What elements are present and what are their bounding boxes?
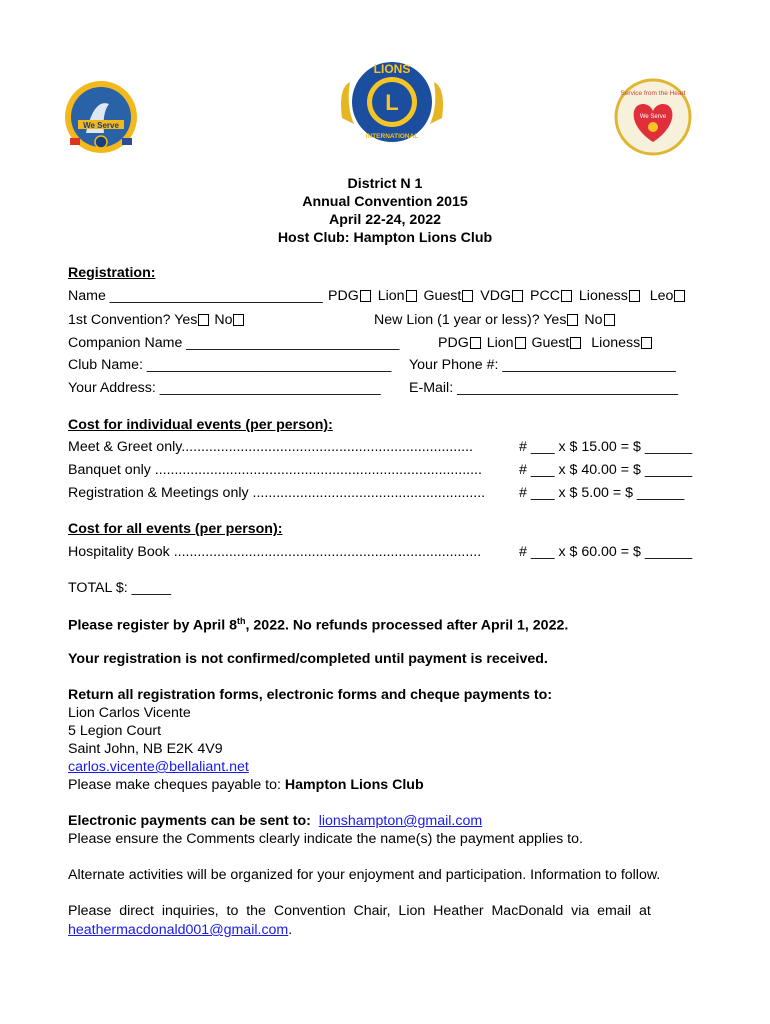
header-district: District N 1 [347,176,423,192]
address-field[interactable]: Your Address: ____________________________ [68,380,381,396]
electronic-payment-line [68,813,482,829]
registration-heading: Registration: [68,265,156,281]
deadline-sup: th [237,616,246,626]
first-convention-row [68,312,244,328]
header-host-club: Host Club: Hampton Lions Club [277,230,493,246]
type-vdg-checkbox[interactable] [512,290,523,302]
companion-name-field[interactable]: Companion Name ___________________________ [68,335,400,351]
companion-type-row [438,335,652,351]
electronic-note: Please ensure the Comments clearly indicate the name(s) the payment applies to. [68,831,583,847]
service-heart-text: We Serve [639,114,667,120]
header-convention: Annual Convention 2015 [302,194,468,210]
first-convention-yes-label: 1st Convention? Yes [68,312,198,328]
return-heading: Return all registration forms, electronic forms and cheque payments to: [68,687,553,703]
companion-guest-checkbox[interactable] [570,337,581,349]
cost-row-leader: ................................................................................... [154,462,482,478]
inquiries-email-link[interactable]: heathermacdonald001@gmail.com [68,922,289,938]
companion-lioness-label: Lioness [591,335,641,351]
name-field[interactable]: Name ___________________________ [68,288,323,304]
cheque-payable-label: Please make cheques payable to: [68,777,285,793]
new-lion-yes-label: New Lion (1 year or less)? Yes [374,312,567,328]
cost-row-leader: .............................................................................. [173,544,482,560]
header-dates: April 22-24, 2022 [329,212,441,228]
service-top-text: Service from the Heart [620,90,686,97]
companion-lioness-checkbox[interactable] [641,337,652,349]
first-convention-no-label: No [214,312,233,328]
cheque-payee: Hampton Lions Club [284,777,424,793]
total-field[interactable]: TOTAL $: _____ [68,580,172,596]
companion-lion-checkbox[interactable] [515,337,526,349]
return-street: 5 Legion Court [68,723,162,739]
inquiries-email-line [68,922,292,938]
district-logo-text: We Serve [83,121,119,130]
cost-row-label: Registration & Meetings only [68,485,249,501]
electronic-heading: Electronic payments can be sent to: [68,813,319,829]
cost-row-calc-hospitality[interactable]: # ___ x $ 60.00 = $ ______ [519,544,693,560]
cost-row-meet-greet [68,439,473,455]
lions-bottom-text: INTERNATIONAL [365,133,419,140]
return-city: Saint John, NB E2K 4V9 [68,741,223,757]
electronic-email-link[interactable]: lionshampton@gmail.com [318,813,483,829]
new-lion-no-label: No [584,312,603,328]
new-lion-row [374,312,615,328]
return-email-link[interactable]: carlos.vicente@bellaliant.net [68,759,249,775]
type-guest-label: Guest [423,288,462,304]
new-lion-no-checkbox[interactable] [604,314,615,326]
type-lion-checkbox[interactable] [406,290,417,302]
all-events-heading: Cost for all events (per person): [68,521,283,537]
type-lioness-checkbox[interactable] [629,290,640,302]
cost-row-registration [68,485,516,501]
companion-pdg-label: PDG [438,335,469,351]
district-logo [64,78,138,156]
lions-top-text: LIONS [373,62,411,76]
member-type-row [328,288,685,304]
first-convention-no-checkbox[interactable] [233,314,244,326]
type-pdg-label: PDG [328,288,359,304]
lions-international-logo [336,48,448,156]
type-vdg-label: VDG [480,288,512,304]
companion-lion-label: Lion [486,335,514,351]
type-pcc-label: PCC [530,288,560,304]
cheque-payable-line [68,777,424,793]
email-field[interactable]: E-Mail: ____________________________ [409,380,679,396]
deadline-notice [68,616,568,634]
type-guest-checkbox[interactable] [462,290,473,302]
cost-row-label: Banquet only [68,462,151,478]
cost-row-banquet [68,462,516,478]
club-name-field[interactable]: Club Name: _______________________________ [68,357,392,373]
cost-row-calc-meet-greet[interactable]: # ___ x $ 15.00 = $ ______ [519,439,693,455]
cost-row-label: Hospitality Book [68,544,170,560]
companion-guest-label: Guest [531,335,570,351]
confirmation-notice: Your registration is not confirmed/completed until payment is received. [68,651,548,667]
cost-row-hospitality [68,544,516,560]
first-convention-yes-checkbox[interactable] [198,314,209,326]
deadline-post: , 2022. No refunds processed after April 1, 2022. [245,617,569,634]
new-lion-yes-checkbox[interactable] [567,314,578,326]
type-lion-label: Lion [377,288,405,304]
cost-row-leader: .......................................................................... [181,439,473,455]
phone-field[interactable]: Your Phone #: ______________________ [409,357,676,373]
return-name: Lion Carlos Vicente [68,705,191,721]
type-leo-label: Leo [649,288,674,304]
cost-row-calc-registration[interactable]: # ___ x $ 5.00 = $ ______ [519,485,685,501]
individual-heading: Cost for individual events (per person): [68,417,333,433]
type-pcc-checkbox[interactable] [561,290,572,302]
cost-row-calc-banquet[interactable]: # ___ x $ 40.00 = $ ______ [519,462,693,478]
companion-pdg-checkbox[interactable] [470,337,481,349]
inquiries-line: Please direct inquiries, to the Convention Chair, Lion Heather MacDonald via email at [68,903,651,919]
type-pdg-checkbox[interactable] [360,290,371,302]
alternate-activities: Alternate activities will be organized for your enjoyment and participation. Information to follow. [68,867,661,883]
inquiries-end: . [288,922,293,938]
service-heart-logo [614,78,692,156]
type-leo-checkbox[interactable] [674,290,685,302]
cost-row-leader: ........................................................... [252,485,486,501]
deadline-pre: Please register by April 8 [68,617,238,634]
lions-letter: L [385,90,399,115]
type-lioness-label: Lioness [578,288,628,304]
cost-row-label: Meet & Greet only [68,439,182,455]
